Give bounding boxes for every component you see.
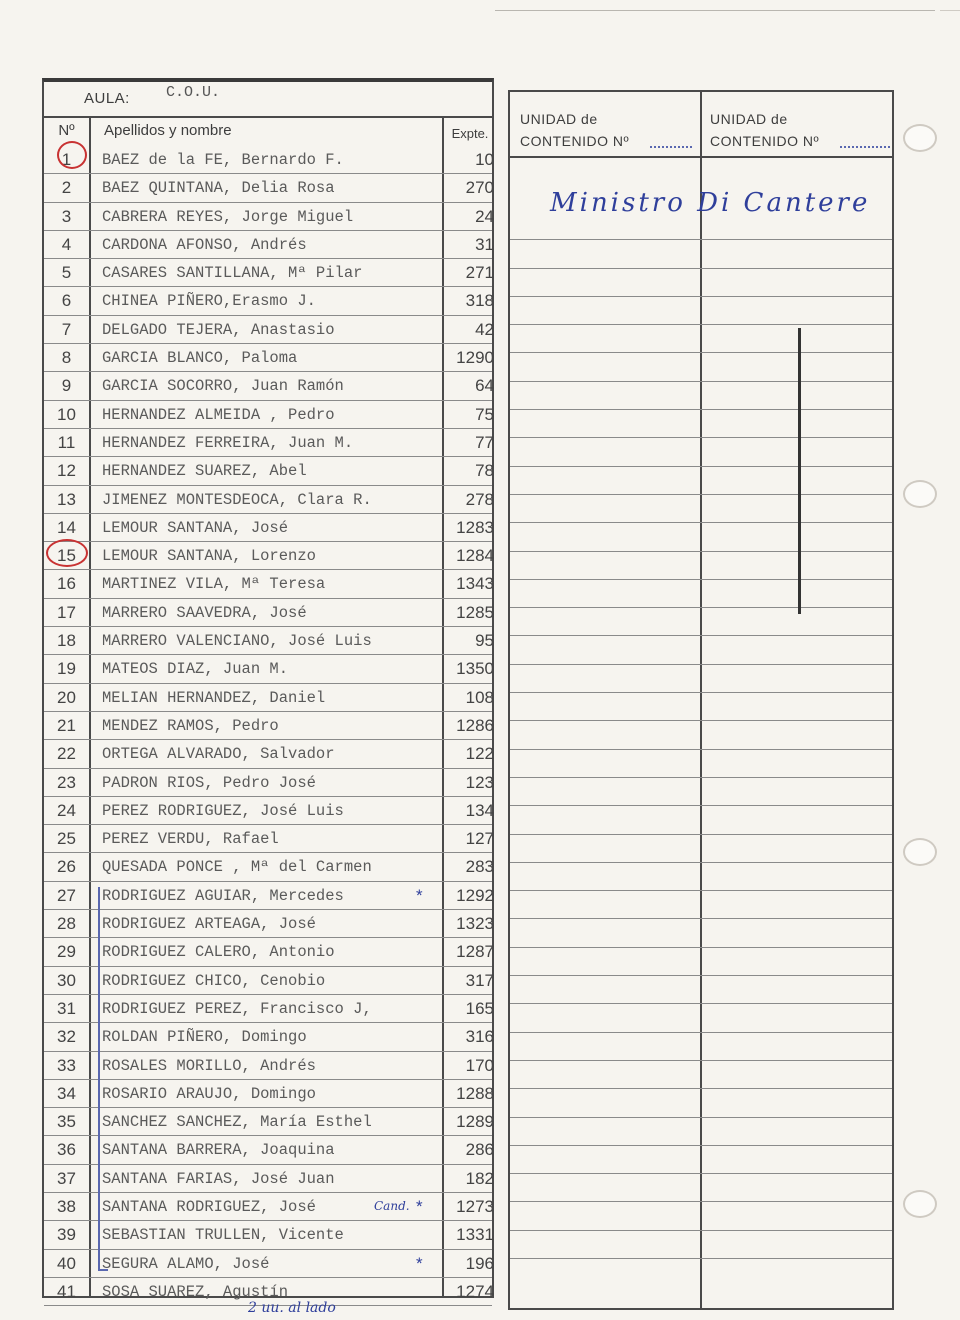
table-row bbox=[44, 825, 492, 853]
expediente-number: 182 bbox=[465, 1168, 494, 1188]
table-row bbox=[44, 599, 492, 627]
expediente-number: 10 bbox=[475, 150, 494, 169]
row-number: 7 bbox=[61, 319, 72, 339]
content-row bbox=[510, 1202, 892, 1230]
student-name: QUESADA PONCE , Mª del Carmen bbox=[102, 858, 372, 877]
table-row bbox=[44, 655, 492, 683]
student-name: HERNANDEZ FERREIRA, Juan M. bbox=[102, 433, 354, 452]
table-row bbox=[44, 316, 492, 344]
asterisk-mark: * bbox=[416, 1196, 423, 1216]
content-row bbox=[510, 1089, 892, 1117]
table-row bbox=[44, 570, 492, 598]
content-row bbox=[510, 976, 892, 1004]
row-number: 25 bbox=[57, 829, 76, 849]
student-name: RODRIGUEZ PEREZ, Francisco J, bbox=[102, 999, 372, 1018]
row-number: 20 bbox=[57, 687, 76, 707]
expediente-number: 1273 bbox=[456, 1196, 494, 1216]
row-number: 11 bbox=[57, 432, 76, 452]
table-row bbox=[44, 372, 492, 400]
expediente-number: 1288 bbox=[456, 1083, 494, 1103]
table-row bbox=[44, 627, 492, 655]
content-row bbox=[510, 325, 892, 353]
content-row bbox=[510, 693, 892, 721]
student-name: RODRIGUEZ CALERO, Antonio bbox=[102, 943, 335, 962]
row-number: 1 bbox=[61, 150, 72, 169]
binder-hole bbox=[903, 1190, 937, 1218]
student-name: CABRERA REYES, Jorge Miguel bbox=[102, 207, 354, 226]
table-row bbox=[44, 203, 492, 231]
student-name: LEMOUR SANTANA, Lorenzo bbox=[102, 547, 316, 566]
row-number: 41 bbox=[57, 1281, 76, 1301]
expediente-number: 1290 bbox=[456, 348, 494, 368]
expediente-number: 278 bbox=[465, 489, 494, 509]
aula-value: C.O.U. bbox=[166, 84, 221, 101]
content-units-table bbox=[508, 90, 894, 1310]
expediente-number: 1285 bbox=[456, 602, 494, 622]
content-header-2-line1: UNIDAD de bbox=[710, 111, 788, 127]
table-row bbox=[44, 344, 492, 372]
content-row bbox=[510, 353, 892, 381]
table-row bbox=[44, 1023, 492, 1051]
student-name: HERNANDEZ SUAREZ, Abel bbox=[102, 462, 307, 481]
student-name: MARRERO VALENCIANO, José Luis bbox=[102, 632, 372, 651]
content-header-2-line2: CONTENIDO Nº bbox=[710, 133, 820, 149]
pen-vertical-line bbox=[798, 328, 801, 614]
dotted-fill-1 bbox=[650, 146, 692, 148]
expediente-number: 165 bbox=[465, 998, 494, 1018]
row-number: 19 bbox=[57, 659, 76, 679]
content-row bbox=[510, 750, 892, 778]
expediente-number: 170 bbox=[465, 1055, 494, 1075]
table-row bbox=[44, 259, 492, 287]
student-name: SANTANA FARIAS, José Juan bbox=[102, 1169, 335, 1188]
table-row bbox=[44, 1052, 492, 1080]
student-name: RODRIGUEZ ARTEAGA, José bbox=[102, 915, 316, 934]
expediente-number: 77 bbox=[475, 432, 494, 452]
content-row bbox=[510, 467, 892, 495]
page-top-rule bbox=[495, 10, 935, 11]
content-row bbox=[510, 269, 892, 297]
asterisk-mark: * bbox=[416, 885, 423, 905]
content-row bbox=[510, 552, 892, 580]
row-number: 23 bbox=[57, 772, 76, 792]
header-rule bbox=[44, 116, 492, 118]
handwritten-annotation: Ministro Di Cantere bbox=[550, 188, 871, 218]
expediente-number: 123 bbox=[465, 772, 494, 792]
expediente-number: 24 bbox=[475, 206, 494, 226]
student-name: SANTANA RODRIGUEZ, José bbox=[102, 1197, 316, 1216]
student-name: MENDEZ RAMOS, Pedro bbox=[102, 716, 279, 735]
student-name: ROSARIO ARAUJO, Domingo bbox=[102, 1084, 316, 1103]
content-row bbox=[510, 495, 892, 523]
expediente-number: 42 bbox=[475, 319, 494, 339]
row-number: 12 bbox=[57, 461, 76, 481]
content-row bbox=[510, 665, 892, 693]
table-row bbox=[44, 1193, 492, 1221]
student-name: MARTINEZ VILA, Mª Teresa bbox=[102, 575, 326, 594]
row-number: 24 bbox=[57, 800, 76, 820]
row-number: 6 bbox=[61, 291, 72, 311]
table-row bbox=[44, 1136, 492, 1164]
row-number: 37 bbox=[57, 1168, 76, 1188]
row-number: 18 bbox=[57, 631, 76, 651]
table-row bbox=[44, 1080, 492, 1108]
expediente-number: 1350 bbox=[456, 659, 494, 679]
table-row bbox=[44, 401, 492, 429]
content-row bbox=[510, 948, 892, 976]
table-row bbox=[44, 514, 492, 542]
content-row bbox=[510, 835, 892, 863]
student-name: DELGADO TEJERA, Anastasio bbox=[102, 320, 335, 339]
student-name: BAEZ de la FE, Bernardo F. bbox=[102, 151, 344, 169]
row-number: 30 bbox=[57, 970, 76, 990]
content-row bbox=[510, 580, 892, 608]
row-number: 27 bbox=[57, 885, 76, 905]
student-name: ROSALES MORILLO, Andrés bbox=[102, 1056, 316, 1075]
table-row bbox=[44, 995, 492, 1023]
content-row bbox=[510, 863, 892, 891]
row-number: 5 bbox=[61, 263, 72, 283]
expediente-number: 78 bbox=[475, 461, 494, 481]
expediente-number: 1292 bbox=[456, 885, 494, 905]
expediente-number: 196 bbox=[465, 1253, 494, 1273]
expediente-number: 1287 bbox=[456, 942, 494, 962]
content-header-2 bbox=[710, 108, 819, 152]
table-row bbox=[44, 1108, 492, 1136]
student-name: RODRIGUEZ AGUIAR, Mercedes bbox=[102, 886, 344, 905]
student-name: SOSA SUAREZ, Agustín bbox=[102, 1282, 289, 1301]
row-number: 22 bbox=[57, 744, 76, 764]
expediente-number: 283 bbox=[465, 857, 494, 877]
row-number: 40 bbox=[57, 1253, 76, 1273]
row-number: 10 bbox=[57, 404, 76, 424]
content-header-1-line1: UNIDAD de bbox=[520, 111, 598, 127]
row-number: 34 bbox=[57, 1083, 76, 1103]
table-row bbox=[44, 146, 492, 174]
expediente-number: 286 bbox=[465, 1140, 494, 1160]
table-row bbox=[44, 287, 492, 315]
row-number: 35 bbox=[57, 1112, 76, 1132]
student-name: SANTANA BARRERA, Joaquina bbox=[102, 1141, 335, 1160]
student-name: SEGURA ALAMO, José bbox=[102, 1254, 270, 1273]
expediente-number: 1283 bbox=[456, 517, 494, 537]
row-number: 31 bbox=[57, 998, 76, 1018]
expediente-number: 31 bbox=[475, 234, 494, 254]
expediente-number: 108 bbox=[465, 687, 494, 707]
page-corner-mark bbox=[940, 0, 960, 11]
content-row bbox=[510, 1231, 892, 1259]
content-row bbox=[510, 1033, 892, 1061]
expediente-number: 1331 bbox=[456, 1225, 494, 1245]
student-name: MARRERO SAAVEDRA, José bbox=[102, 603, 307, 622]
content-row bbox=[510, 240, 892, 268]
table-row bbox=[44, 853, 492, 881]
student-name: ORTEGA ALVARADO, Salvador bbox=[102, 745, 335, 764]
content-row bbox=[510, 778, 892, 806]
content-row bbox=[510, 1061, 892, 1089]
row-number: 36 bbox=[57, 1140, 76, 1160]
expediente-number: 1274 bbox=[456, 1281, 494, 1301]
student-name: ROLDAN PIÑERO, Domingo bbox=[102, 1028, 307, 1047]
content-row bbox=[510, 1004, 892, 1032]
expediente-number: 134 bbox=[465, 800, 494, 820]
table-row bbox=[44, 1250, 492, 1278]
content-row bbox=[510, 891, 892, 919]
student-name: CHINEA PIÑERO,Erasmo J. bbox=[102, 292, 316, 311]
expediente-number: 316 bbox=[465, 1027, 494, 1047]
handwritten-note: Cand. bbox=[374, 1198, 410, 1213]
student-name: PEREZ RODRIGUEZ, José Luis bbox=[102, 801, 344, 820]
content-row bbox=[510, 1118, 892, 1146]
expediente-number: 318 bbox=[465, 291, 494, 311]
expediente-number: 1286 bbox=[456, 715, 494, 735]
expediente-number: 95 bbox=[475, 631, 494, 651]
aula-label: AULA: bbox=[84, 90, 130, 107]
header-expediente: Expte. bbox=[451, 126, 489, 141]
content-rows bbox=[510, 212, 892, 1259]
expediente-number: 1343 bbox=[456, 574, 494, 594]
expediente-number: 1323 bbox=[456, 914, 494, 934]
content-row bbox=[510, 721, 892, 749]
content-row bbox=[510, 806, 892, 834]
red-circle-row-15 bbox=[46, 539, 88, 567]
table-row bbox=[44, 1165, 492, 1193]
content-row bbox=[510, 523, 892, 551]
table-row bbox=[44, 967, 492, 995]
content-row bbox=[510, 297, 892, 325]
content-row bbox=[510, 410, 892, 438]
row-number: 17 bbox=[57, 602, 76, 622]
binder-hole bbox=[903, 838, 937, 866]
content-header-1-line2: CONTENIDO Nº bbox=[520, 133, 630, 149]
expediente-number: 317 bbox=[465, 970, 494, 990]
student-name: MATEOS DIAZ, Juan M. bbox=[102, 660, 289, 679]
content-row bbox=[510, 438, 892, 466]
class-list-table bbox=[42, 78, 494, 1301]
row-number: 2 bbox=[61, 178, 72, 198]
student-name: MELIAN HERNANDEZ, Daniel bbox=[102, 688, 326, 707]
content-row bbox=[510, 608, 892, 636]
expediente-number: 1289 bbox=[456, 1112, 494, 1132]
row-number: 26 bbox=[57, 857, 76, 877]
row-number: 38 bbox=[57, 1196, 76, 1216]
table-row bbox=[44, 769, 492, 797]
table-row bbox=[44, 457, 492, 485]
row-number: 28 bbox=[57, 914, 76, 934]
row-number: 4 bbox=[61, 234, 72, 254]
student-name: GARCIA BLANCO, Paloma bbox=[102, 349, 298, 368]
student-name: JIMENEZ MONTESDEOCA, Clara R. bbox=[102, 490, 372, 509]
student-name: GARCIA SOCORRO, Juan Ramón bbox=[102, 377, 344, 396]
content-row bbox=[510, 1174, 892, 1202]
student-name: RODRIGUEZ CHICO, Cenobio bbox=[102, 971, 326, 990]
student-name: LEMOUR SANTANA, José bbox=[102, 518, 289, 537]
content-row bbox=[510, 1146, 892, 1174]
row-number: 9 bbox=[61, 376, 72, 396]
expediente-number: 271 bbox=[465, 263, 494, 283]
content-row bbox=[510, 636, 892, 664]
row-number: 29 bbox=[57, 942, 76, 962]
student-name: HERNANDEZ ALMEIDA , Pedro bbox=[102, 405, 335, 424]
content-row bbox=[510, 382, 892, 410]
table-row bbox=[44, 684, 492, 712]
expediente-number: 122 bbox=[465, 744, 494, 764]
row-number: 15 bbox=[57, 546, 76, 566]
table-row bbox=[44, 740, 492, 768]
student-name: BAEZ QUINTANA, Delia Rosa bbox=[102, 179, 335, 198]
handwritten-bracket bbox=[98, 887, 108, 1271]
expediente-number: 64 bbox=[475, 376, 494, 396]
table-row bbox=[44, 231, 492, 259]
bottom-handwritten-note: 2 uu. al lado bbox=[248, 1300, 336, 1316]
dotted-fill-2 bbox=[840, 146, 890, 148]
table-row bbox=[44, 938, 492, 966]
expediente-number: 270 bbox=[465, 178, 494, 198]
row-number: 21 bbox=[57, 715, 76, 735]
content-header-rule bbox=[510, 156, 892, 158]
table-row bbox=[44, 712, 492, 740]
content-row bbox=[510, 919, 892, 947]
table-row bbox=[44, 1221, 492, 1249]
student-name: SANCHEZ SANCHEZ, María Esthel bbox=[102, 1113, 372, 1132]
red-circle-row-1 bbox=[57, 141, 87, 169]
table-row bbox=[44, 882, 492, 910]
student-name: CARDONA AFONSO, Andrés bbox=[102, 235, 307, 254]
table-row bbox=[44, 174, 492, 202]
table-row bbox=[44, 486, 492, 514]
row-number: 13 bbox=[57, 489, 76, 509]
header-number: Nº bbox=[58, 122, 75, 139]
expediente-number: 127 bbox=[465, 829, 494, 849]
header-name: Apellidos y nombre bbox=[104, 122, 232, 139]
student-name: PADRON RIOS, Pedro José bbox=[102, 773, 316, 792]
binder-hole bbox=[903, 480, 937, 508]
asterisk-mark: * bbox=[416, 1253, 423, 1273]
row-number: 16 bbox=[57, 574, 76, 594]
student-name: CASARES SANTILLANA, Mª Pilar bbox=[102, 264, 363, 283]
table-row bbox=[44, 429, 492, 457]
row-number: 8 bbox=[61, 348, 72, 368]
content-header-1 bbox=[520, 108, 629, 152]
student-rows bbox=[44, 146, 492, 1306]
expediente-number: 75 bbox=[475, 404, 494, 424]
row-number: 33 bbox=[57, 1055, 76, 1075]
row-number: 32 bbox=[57, 1027, 76, 1047]
table-row bbox=[44, 542, 492, 570]
student-name: PEREZ VERDU, Rafael bbox=[102, 830, 279, 849]
row-number: 14 bbox=[57, 517, 76, 537]
table-row bbox=[44, 797, 492, 825]
binder-hole bbox=[903, 124, 937, 152]
table-row bbox=[44, 910, 492, 938]
expediente-number: 1284 bbox=[456, 546, 494, 566]
student-name: SEBASTIAN TRULLEN, Vicente bbox=[102, 1226, 344, 1245]
row-number: 3 bbox=[61, 206, 72, 226]
row-number: 39 bbox=[57, 1225, 76, 1245]
